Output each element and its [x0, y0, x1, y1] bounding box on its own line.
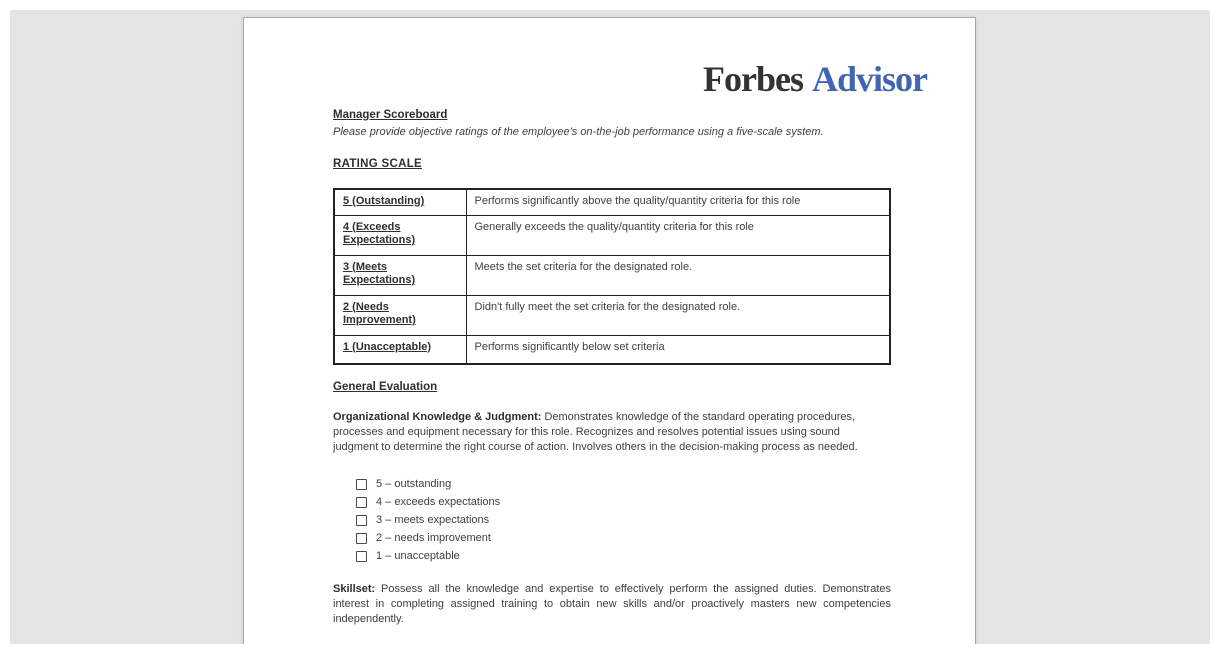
- rating-options-list: [356, 475, 889, 565]
- document-page: [243, 17, 976, 644]
- rating-option: [356, 547, 889, 565]
- rating-option: [356, 493, 889, 511]
- rating-label-cell: 3 (Meets Expectations): [334, 255, 466, 295]
- rating-scale-table: [333, 188, 891, 365]
- rating-option: [356, 511, 889, 529]
- document-title: Manager Scoreboard: [333, 109, 448, 121]
- organizational-knowledge-paragraph: [333, 410, 885, 455]
- forbes-advisor-logo: [333, 60, 927, 98]
- rating-option-label: 5 – outstanding: [376, 478, 452, 490]
- checkbox-icon[interactable]: [356, 479, 367, 490]
- table-row: [334, 295, 890, 335]
- rating-option-label: 3 – meets expectations: [376, 514, 490, 526]
- rating-label-cell: 4 (Exceeds Expectations): [334, 215, 466, 255]
- rating-description-cell: Performs significantly below set criteria: [466, 335, 890, 364]
- rating-scale-heading: RATING SCALE: [333, 158, 422, 170]
- checkbox-icon[interactable]: [356, 515, 367, 526]
- rating-description-cell: Generally exceeds the quality/quantity criteria for this role: [466, 215, 890, 255]
- skillset-text: Possess all the knowledge and expertise to effectively perform the assigned duties. Demonstrates interest in completing assigned training to obtain new skills and/or proactively masters new competencies independently.: [333, 583, 891, 625]
- document-subtitle: Please provide objective ratings of the employee's on-the-job performance using a five-scale system.: [333, 126, 824, 138]
- rating-option-label: 1 – unacceptable: [376, 550, 460, 562]
- organizational-knowledge-label: Organizational Knowledge & Judgment:: [333, 411, 542, 423]
- rating-option: [356, 529, 889, 547]
- rating-description-cell: Meets the set criteria for the designated role.: [466, 255, 890, 295]
- rating-option-label: 4 – exceeds expectations: [376, 496, 501, 508]
- table-row: [334, 335, 890, 364]
- rating-description-cell: Performs significantly above the quality/quantity criteria for this role: [466, 189, 890, 215]
- skillset-paragraph: [333, 582, 891, 627]
- table-row: [334, 215, 890, 255]
- table-row: [334, 255, 890, 295]
- checkbox-icon[interactable]: [356, 551, 367, 562]
- rating-option: [356, 475, 889, 493]
- table-row: [334, 189, 890, 215]
- skillset-label: Skillset:: [333, 583, 376, 595]
- rating-label-cell: 2 (Needs Improvement): [334, 295, 466, 335]
- rating-label-cell: 1 (Unacceptable): [334, 335, 466, 364]
- logo-forbes-text: Forbes: [703, 59, 803, 99]
- checkbox-icon[interactable]: [356, 497, 367, 508]
- general-evaluation-heading: General Evaluation: [333, 381, 438, 393]
- checkbox-icon[interactable]: [356, 533, 367, 544]
- rating-description-cell: Didn't fully meet the set criteria for the designated role.: [466, 295, 890, 335]
- logo-advisor-text: Advisor: [811, 59, 927, 99]
- rating-label-cell: 5 (Outstanding): [334, 189, 466, 215]
- document-viewport: [10, 10, 1210, 644]
- organizational-knowledge-text: Demonstrates knowledge of the standard operating procedures, processes and equipment necessary for this role. Recognizes and resolves potential issues using sound judgment to determine the right course of action. Involves others in the decision-making process as needed.: [333, 411, 858, 453]
- rating-option-label: 2 – needs improvement: [376, 532, 491, 544]
